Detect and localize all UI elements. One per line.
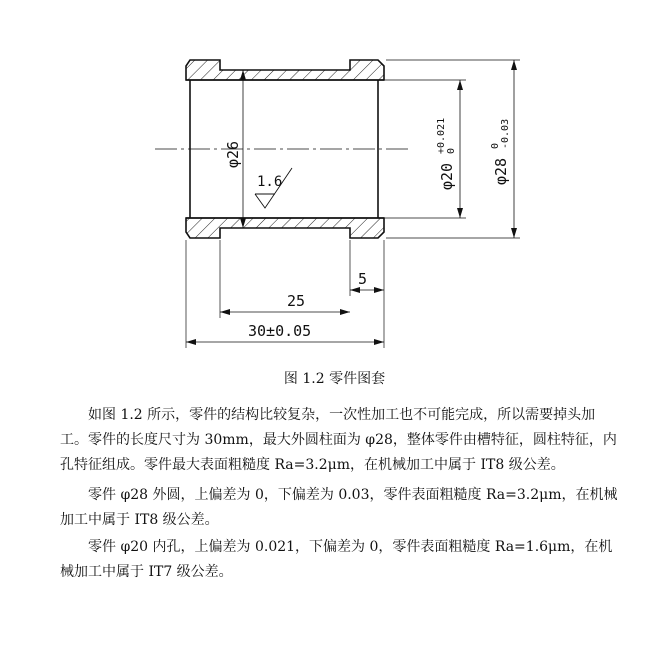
roughness-symbol	[255, 168, 292, 208]
dim-d20-base: φ20	[438, 162, 456, 190]
figure-caption: 图 1.2 零件图套	[283, 371, 386, 387]
dim-d28-base: φ28	[492, 157, 510, 185]
bottom-wall-section	[186, 218, 384, 238]
top-wall-section	[186, 60, 384, 80]
dim-d26-label: φ26	[224, 140, 242, 168]
dim-d20-lower: 0	[446, 147, 457, 154]
paragraph-2: 零件 φ28 外圆，上偏差为 0，下偏差为 0.03，零件表面粗糙度 Ra=3.2μm，在机械加工中属于 IT8 级公差。	[60, 487, 618, 528]
dim-d28-upper: 0	[490, 142, 501, 149]
paragraph-3: 零件 φ20 内孔，上偏差为 0.021，下偏差为 0，零件表面粗糙度 Ra=1.6μm，在机械加工中属于 IT7 级公差。	[60, 539, 613, 580]
dim-d28-lower: -0.03	[500, 118, 511, 149]
dim-30-label: 30±0.05	[248, 322, 312, 340]
dim-25-label: 25	[287, 292, 306, 310]
dim-d20-upper: +0.021	[436, 117, 447, 154]
dim-5-label: 5	[358, 270, 368, 288]
roughness-value: 1.6	[257, 174, 283, 190]
paragraph-1: 如图 1.2 所示，零件的结构比较复杂，一次性加工也不可能完成，所以需要掉头加工。零件的长度尺寸为 30mm，最大外圆柱面为 φ28，整体零件由槽特征，圆柱特征，内孔特征组成。零件最大表面粗糙度 Ra=3.2μm，在机械加工中属于 IT8 级公差。	[60, 407, 617, 473]
